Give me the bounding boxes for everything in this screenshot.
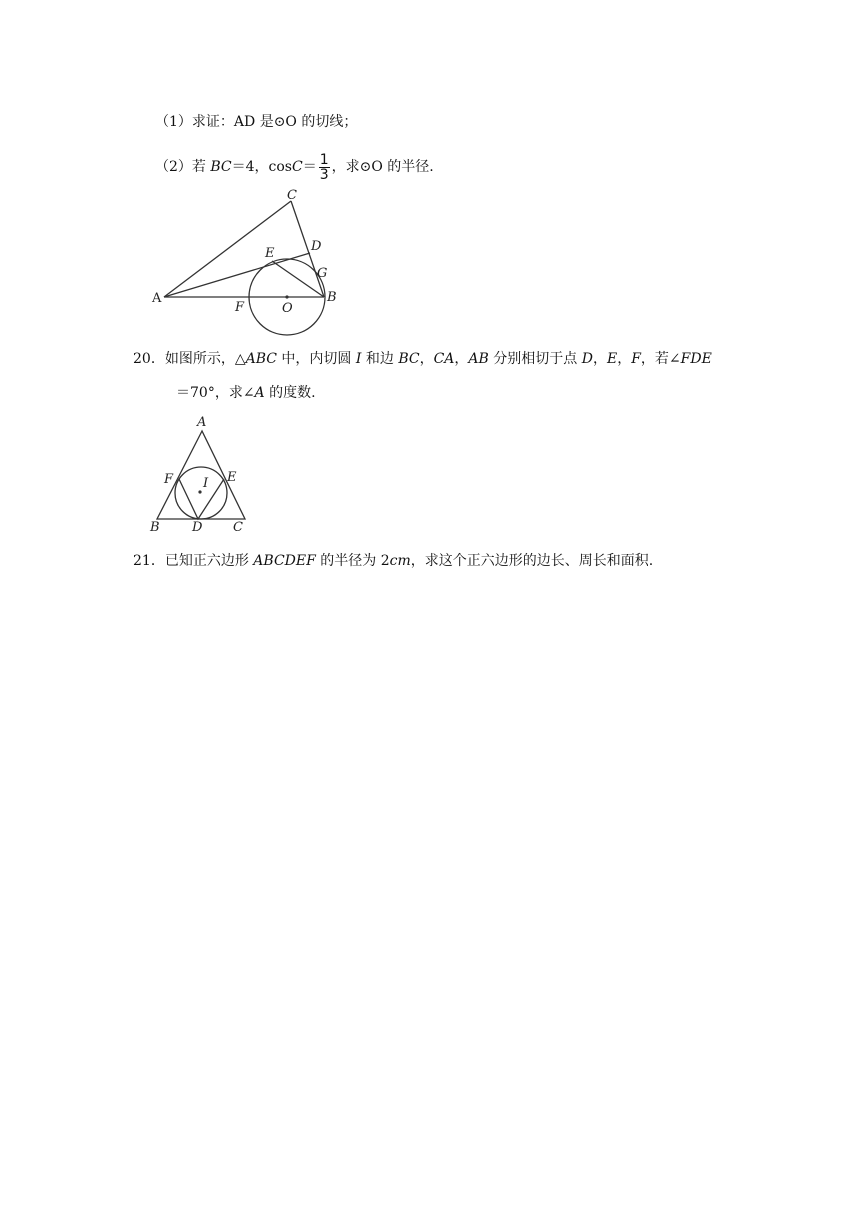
q19-part2-suffix: ，求⊙O 的半径.	[331, 159, 434, 175]
q20-var-ca: CA	[433, 351, 455, 367]
q20-var-ab: AB	[468, 351, 489, 367]
q19-var-c: C	[292, 159, 303, 175]
label-i: I	[203, 476, 209, 491]
q20-sep-4: ，	[617, 351, 632, 367]
q20-text-1: 如图所示，△	[164, 351, 246, 367]
label-g: G	[317, 266, 328, 281]
q21-text-2: 的半径为 2	[315, 553, 390, 569]
label-e: E	[227, 470, 237, 485]
label-o: O	[282, 301, 293, 316]
q19-part2-prefix: （2）若	[155, 159, 211, 175]
q20-line2-text-a: ＝70°，求∠	[176, 385, 255, 401]
q20-sep-3: ，	[592, 351, 607, 367]
q20-number: 20．	[133, 351, 165, 367]
label-a: A	[197, 415, 207, 430]
q21-unit: cm	[389, 553, 411, 569]
q20-var-abc: ABC	[245, 351, 277, 367]
q19-part2	[155, 150, 434, 184]
label-d: D	[311, 239, 322, 254]
label-b: B	[150, 520, 160, 535]
label-f: F	[164, 472, 174, 487]
q20-text-5: ，若∠	[640, 351, 681, 367]
q20-sep-1: ，	[419, 351, 434, 367]
fraction-numerator: 1	[319, 151, 329, 168]
label-e: E	[265, 246, 275, 261]
q21-text-3: ，求这个正六边形的边长、周长和面积.	[410, 553, 654, 569]
q20-var-bc: BC	[398, 351, 420, 367]
q20-figure	[145, 413, 255, 538]
q20-var-i: I	[355, 351, 362, 367]
center-point-o	[285, 295, 288, 298]
q21-var-name: ABCDEF	[253, 553, 316, 569]
q19-bc-eq: ＝4，cos	[231, 159, 292, 175]
incenter-point-i	[198, 490, 201, 493]
q20-text-3: 和边	[361, 351, 399, 367]
q20-line2-text-b: 的度数.	[264, 385, 316, 401]
q20-var-a: A	[254, 385, 265, 401]
fraction-denominator: 3	[319, 166, 329, 183]
q20-sep-2: ，	[454, 351, 469, 367]
label-f: F	[235, 300, 245, 315]
q20-var-d: D	[581, 351, 593, 367]
q21-line	[133, 551, 653, 571]
label-c: C	[233, 520, 243, 535]
q20-var-e: E	[606, 351, 618, 367]
q20-line2	[176, 383, 316, 403]
label-a: A	[152, 291, 162, 306]
q19-part1-text: （1）求证：AD 是⊙O 的切线；	[155, 114, 358, 130]
q21-text-1: 已知正六边形	[164, 553, 254, 569]
q19-part1	[155, 112, 357, 132]
q21-number: 21．	[133, 553, 165, 569]
fraction-one-third	[319, 153, 330, 182]
q19-figure	[148, 185, 348, 345]
q20-text-2: 中，内切圆	[276, 351, 356, 367]
label-b: B	[327, 290, 337, 305]
q20-line1	[133, 349, 712, 369]
q19-eq: ＝	[302, 159, 317, 175]
q20-var-f: F	[631, 351, 641, 367]
q19-var-bc: BC	[210, 159, 232, 175]
q20-var-fde: FDE	[680, 351, 712, 367]
label-d: D	[192, 520, 203, 535]
q20-text-4: 分别相切于点	[488, 351, 582, 367]
label-c: C	[287, 188, 297, 203]
